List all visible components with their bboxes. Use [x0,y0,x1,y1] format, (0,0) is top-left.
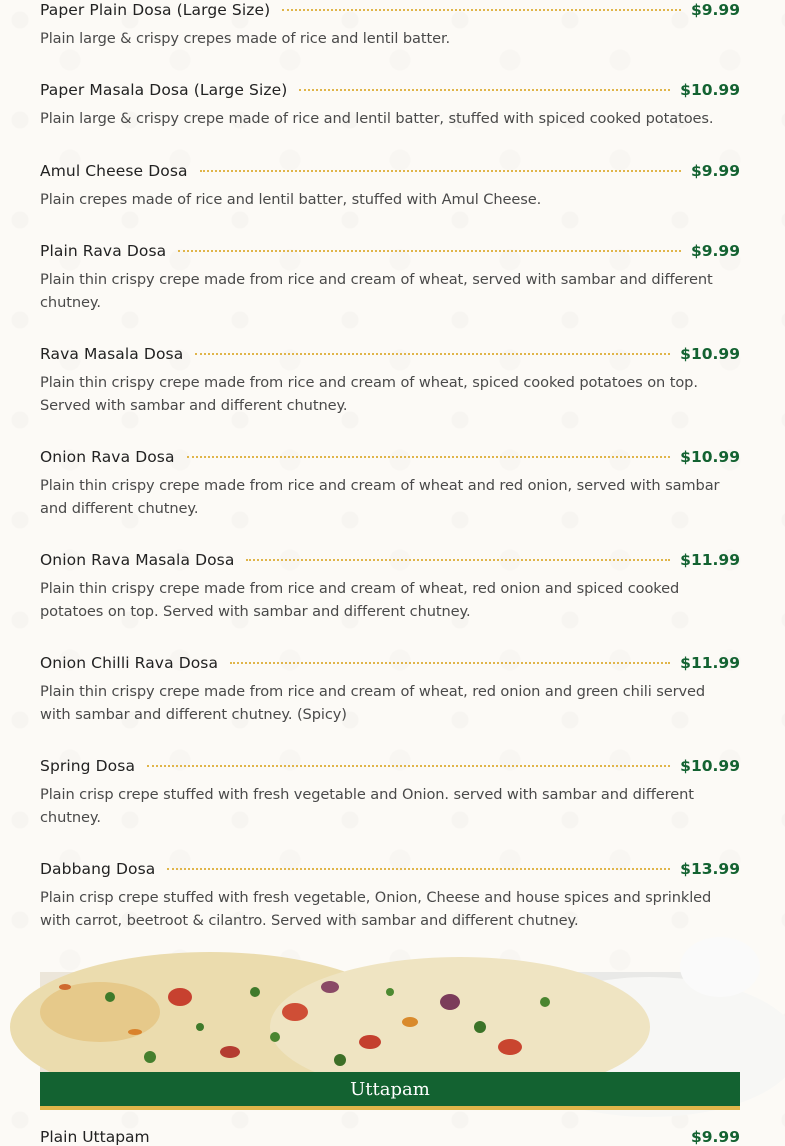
uttapam-photo-graphic [40,972,740,1072]
dotted-leader [187,456,671,458]
item-name: Onion Rava Dosa [40,448,175,466]
section-title: Uttapam [350,1078,430,1100]
dotted-leader [200,170,681,172]
item-name: Paper Masala Dosa (Large Size) [40,81,288,99]
dotted-leader [147,765,670,767]
item-name: Plain Rava Dosa [40,242,167,260]
item-price: $11.99 [680,654,740,672]
item-price: $10.99 [680,345,740,363]
menu-item [40,858,740,932]
item-name: Onion Rava Masala Dosa [40,551,235,569]
menu-item-partial [40,1128,740,1146]
item-price: $11.99 [680,551,740,569]
item-description: Plain crisp crepe stuffed with fresh vegetable, Onion, Cheese and house spices and sprinkled with carrot, beetroot & cilantro. Served with sambar and different chutney. [40,889,712,929]
item-price: $9.99 [690,242,740,260]
item-name: Amul Cheese Dosa [40,162,188,180]
item-name: Onion Chilli Rava Dosa [40,654,219,672]
item-name: Plain Uttapam [40,1128,150,1146]
dotted-leader [246,559,670,561]
dotted-leader [167,868,670,870]
item-price: $9.99 [690,1128,740,1146]
item-description: Plain large & crispy crepe made of rice and lentil batter, stuffed with spiced cooked potatoes. [40,110,714,127]
dotted-leader [230,662,670,664]
menu-item [40,652,740,726]
item-description: Plain thin crispy crepe made from rice and cream of wheat, red onion and green chili served with sambar and different chutney. (Spicy) [40,683,706,723]
menu-item [40,160,740,211]
item-description: Plain large & crispy crepes made of rice and lentil batter. [40,30,451,47]
section-banner-uttapam [40,1072,740,1110]
item-name: Dabbang Dosa [40,860,156,878]
item-description: Plain thin crispy crepe made from rice and cream of wheat, served with sambar and different chutney. [40,271,713,311]
menu-item [40,755,740,829]
item-price: $10.99 [680,81,740,99]
uttapam-photo [40,972,740,1072]
item-description: Plain thin crispy crepe made from rice and cream of wheat, red onion and spiced cooked potatoes on top. Served with sambar and different chutney. [40,580,680,620]
item-name: Rava Masala Dosa [40,345,184,363]
dotted-leader [178,250,681,252]
menu-item [40,0,740,50]
menu-item [40,343,740,417]
menu-item [40,79,740,130]
item-description: Plain crisp crepe stuffed with fresh vegetable and Onion. served with sambar and different chutney. [40,786,694,826]
dotted-leader [195,353,670,355]
menu-item [40,549,740,623]
item-description: Plain thin crispy crepe made from rice and cream of wheat and red onion, served with sambar and different chutney. [40,477,720,517]
menu-item [40,446,740,520]
item-price: $9.99 [690,1,740,19]
item-description: Plain crepes made of rice and lentil batter, stuffed with Amul Cheese. [40,191,542,208]
dotted-leader [299,89,670,91]
item-price: $13.99 [680,860,740,878]
item-description: Plain thin crispy crepe made from rice and cream of wheat, spiced cooked potatoes on top. Served with sambar and different chutney. [40,374,698,414]
item-price: $10.99 [680,757,740,775]
item-price: $10.99 [680,448,740,466]
item-name: Spring Dosa [40,757,136,775]
item-price: $9.99 [690,162,740,180]
dotted-leader [282,9,681,11]
menu-item [40,240,740,314]
item-name: Paper Plain Dosa (Large Size) [40,1,271,19]
